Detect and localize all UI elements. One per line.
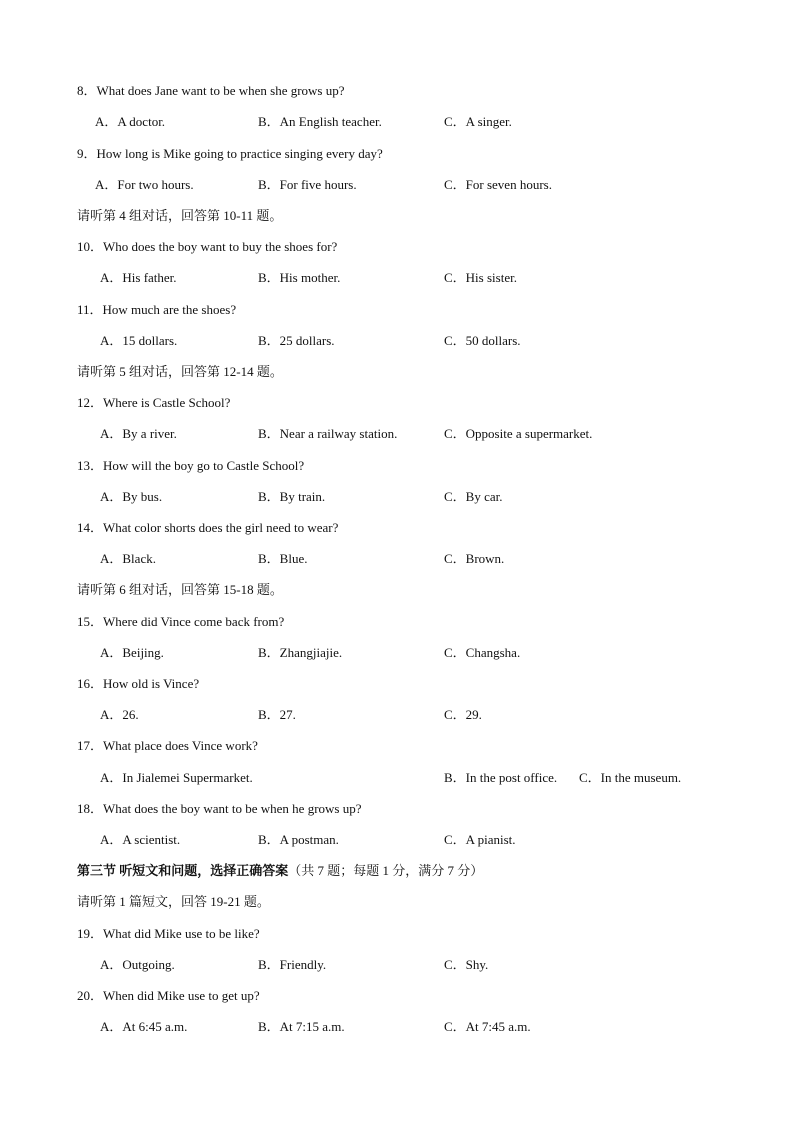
answer-option-b: B．Friendly. xyxy=(258,957,327,972)
answer-option-a: A．In Jialemei Supermarket. xyxy=(100,770,253,785)
answer-option-a: A．By a river. xyxy=(100,426,177,441)
answer-option-a: A．Beijing. xyxy=(100,645,164,660)
answer-option-b: B．A postman. xyxy=(258,832,339,847)
question-text: 13．How will the boy go to Castle School? xyxy=(77,458,305,473)
question-text: 16．How old is Vince? xyxy=(77,676,200,691)
question-text: 8．What does Jane want to be when she grows up? xyxy=(77,83,345,98)
answer-option-b: B．By train. xyxy=(258,489,326,504)
question-text: 9．How long is Mike going to practice singing every day? xyxy=(77,146,383,161)
answer-option-a: A．A scientist. xyxy=(100,832,181,847)
answer-option-c: C．His sister. xyxy=(444,270,517,285)
answer-option-b: B．His mother. xyxy=(258,270,341,285)
section-heading xyxy=(77,863,483,879)
answer-option-c: C．Brown. xyxy=(444,551,505,566)
question-text: 20．When did Mike use to get up? xyxy=(77,988,260,1003)
question-text: 11．How much are the shoes? xyxy=(77,302,237,317)
answer-option-a: A．For two hours. xyxy=(95,177,194,192)
listening-instruction: 请听第 1 篇短文，回答 19-21 题。 xyxy=(77,894,270,909)
question-text: 12．Where is Castle School? xyxy=(77,395,231,410)
answer-option-c: C．Changsha. xyxy=(444,645,521,660)
listening-instruction: 请听第 4 组对话，回答第 10-11 题。 xyxy=(77,208,283,223)
answer-option-c: C．Opposite a supermarket. xyxy=(444,426,593,441)
answer-option-b: B．Blue. xyxy=(258,551,308,566)
answer-option-a: A．Outgoing. xyxy=(100,957,175,972)
answer-option-b: B．Near a railway station. xyxy=(258,426,398,441)
answer-option-a: A．A doctor. xyxy=(95,114,166,129)
answer-option-b: B．27. xyxy=(258,707,296,722)
answer-option-c: C．For seven hours. xyxy=(444,177,552,192)
listening-instruction: 请听第 5 组对话，回答第 12-14 题。 xyxy=(77,364,283,379)
answer-option-b: B．25 dollars. xyxy=(258,333,335,348)
listening-instruction: 请听第 6 组对话，回答第 15-18 题。 xyxy=(77,582,283,597)
answer-option-b: B．An English teacher. xyxy=(258,114,382,129)
answer-option-b: B．For five hours. xyxy=(258,177,357,192)
section-title: 第三节 听短文和问题，选择正确答案 xyxy=(77,863,289,878)
answer-option-c: C．Shy. xyxy=(444,957,489,972)
answer-option-a: A．26. xyxy=(100,707,139,722)
answer-option-a: A．Black. xyxy=(100,551,156,566)
section-scoring: （共 7 题；每题 1 分，满分 7 分） xyxy=(288,863,484,878)
question-text: 10．Who does the boy want to buy the shoes for? xyxy=(77,239,338,254)
answer-option-c: C．A pianist. xyxy=(444,832,516,847)
question-text: 14．What color shorts does the girl need to wear? xyxy=(77,520,339,535)
answer-option-c: C．By car. xyxy=(444,489,503,504)
answer-option-b: B．At 7:15 a.m. xyxy=(258,1019,345,1034)
answer-option-c: C．50 dollars. xyxy=(444,333,521,348)
answer-option-c: C．At 7:45 a.m. xyxy=(444,1019,531,1034)
answer-option-b: B．In the post office. xyxy=(444,770,558,785)
answer-option-a: A．15 dollars. xyxy=(100,333,178,348)
answer-option-a: A．At 6:45 a.m. xyxy=(100,1019,188,1034)
answer-option-a: A．His father. xyxy=(100,270,177,285)
answer-option-c: C．A singer. xyxy=(444,114,512,129)
question-text: 15．Where did Vince come back from? xyxy=(77,614,285,629)
answer-option-b: B．Zhangjiajie. xyxy=(258,645,343,660)
answer-option-c: C．In the museum. xyxy=(579,770,682,785)
question-text: 17．What place does Vince work? xyxy=(77,738,258,753)
question-text: 18．What does the boy want to be when he grows up? xyxy=(77,801,362,816)
answer-option-a: A．By bus. xyxy=(100,489,163,504)
question-text: 19．What did Mike use to be like? xyxy=(77,926,260,941)
answer-option-c: C．29. xyxy=(444,707,482,722)
